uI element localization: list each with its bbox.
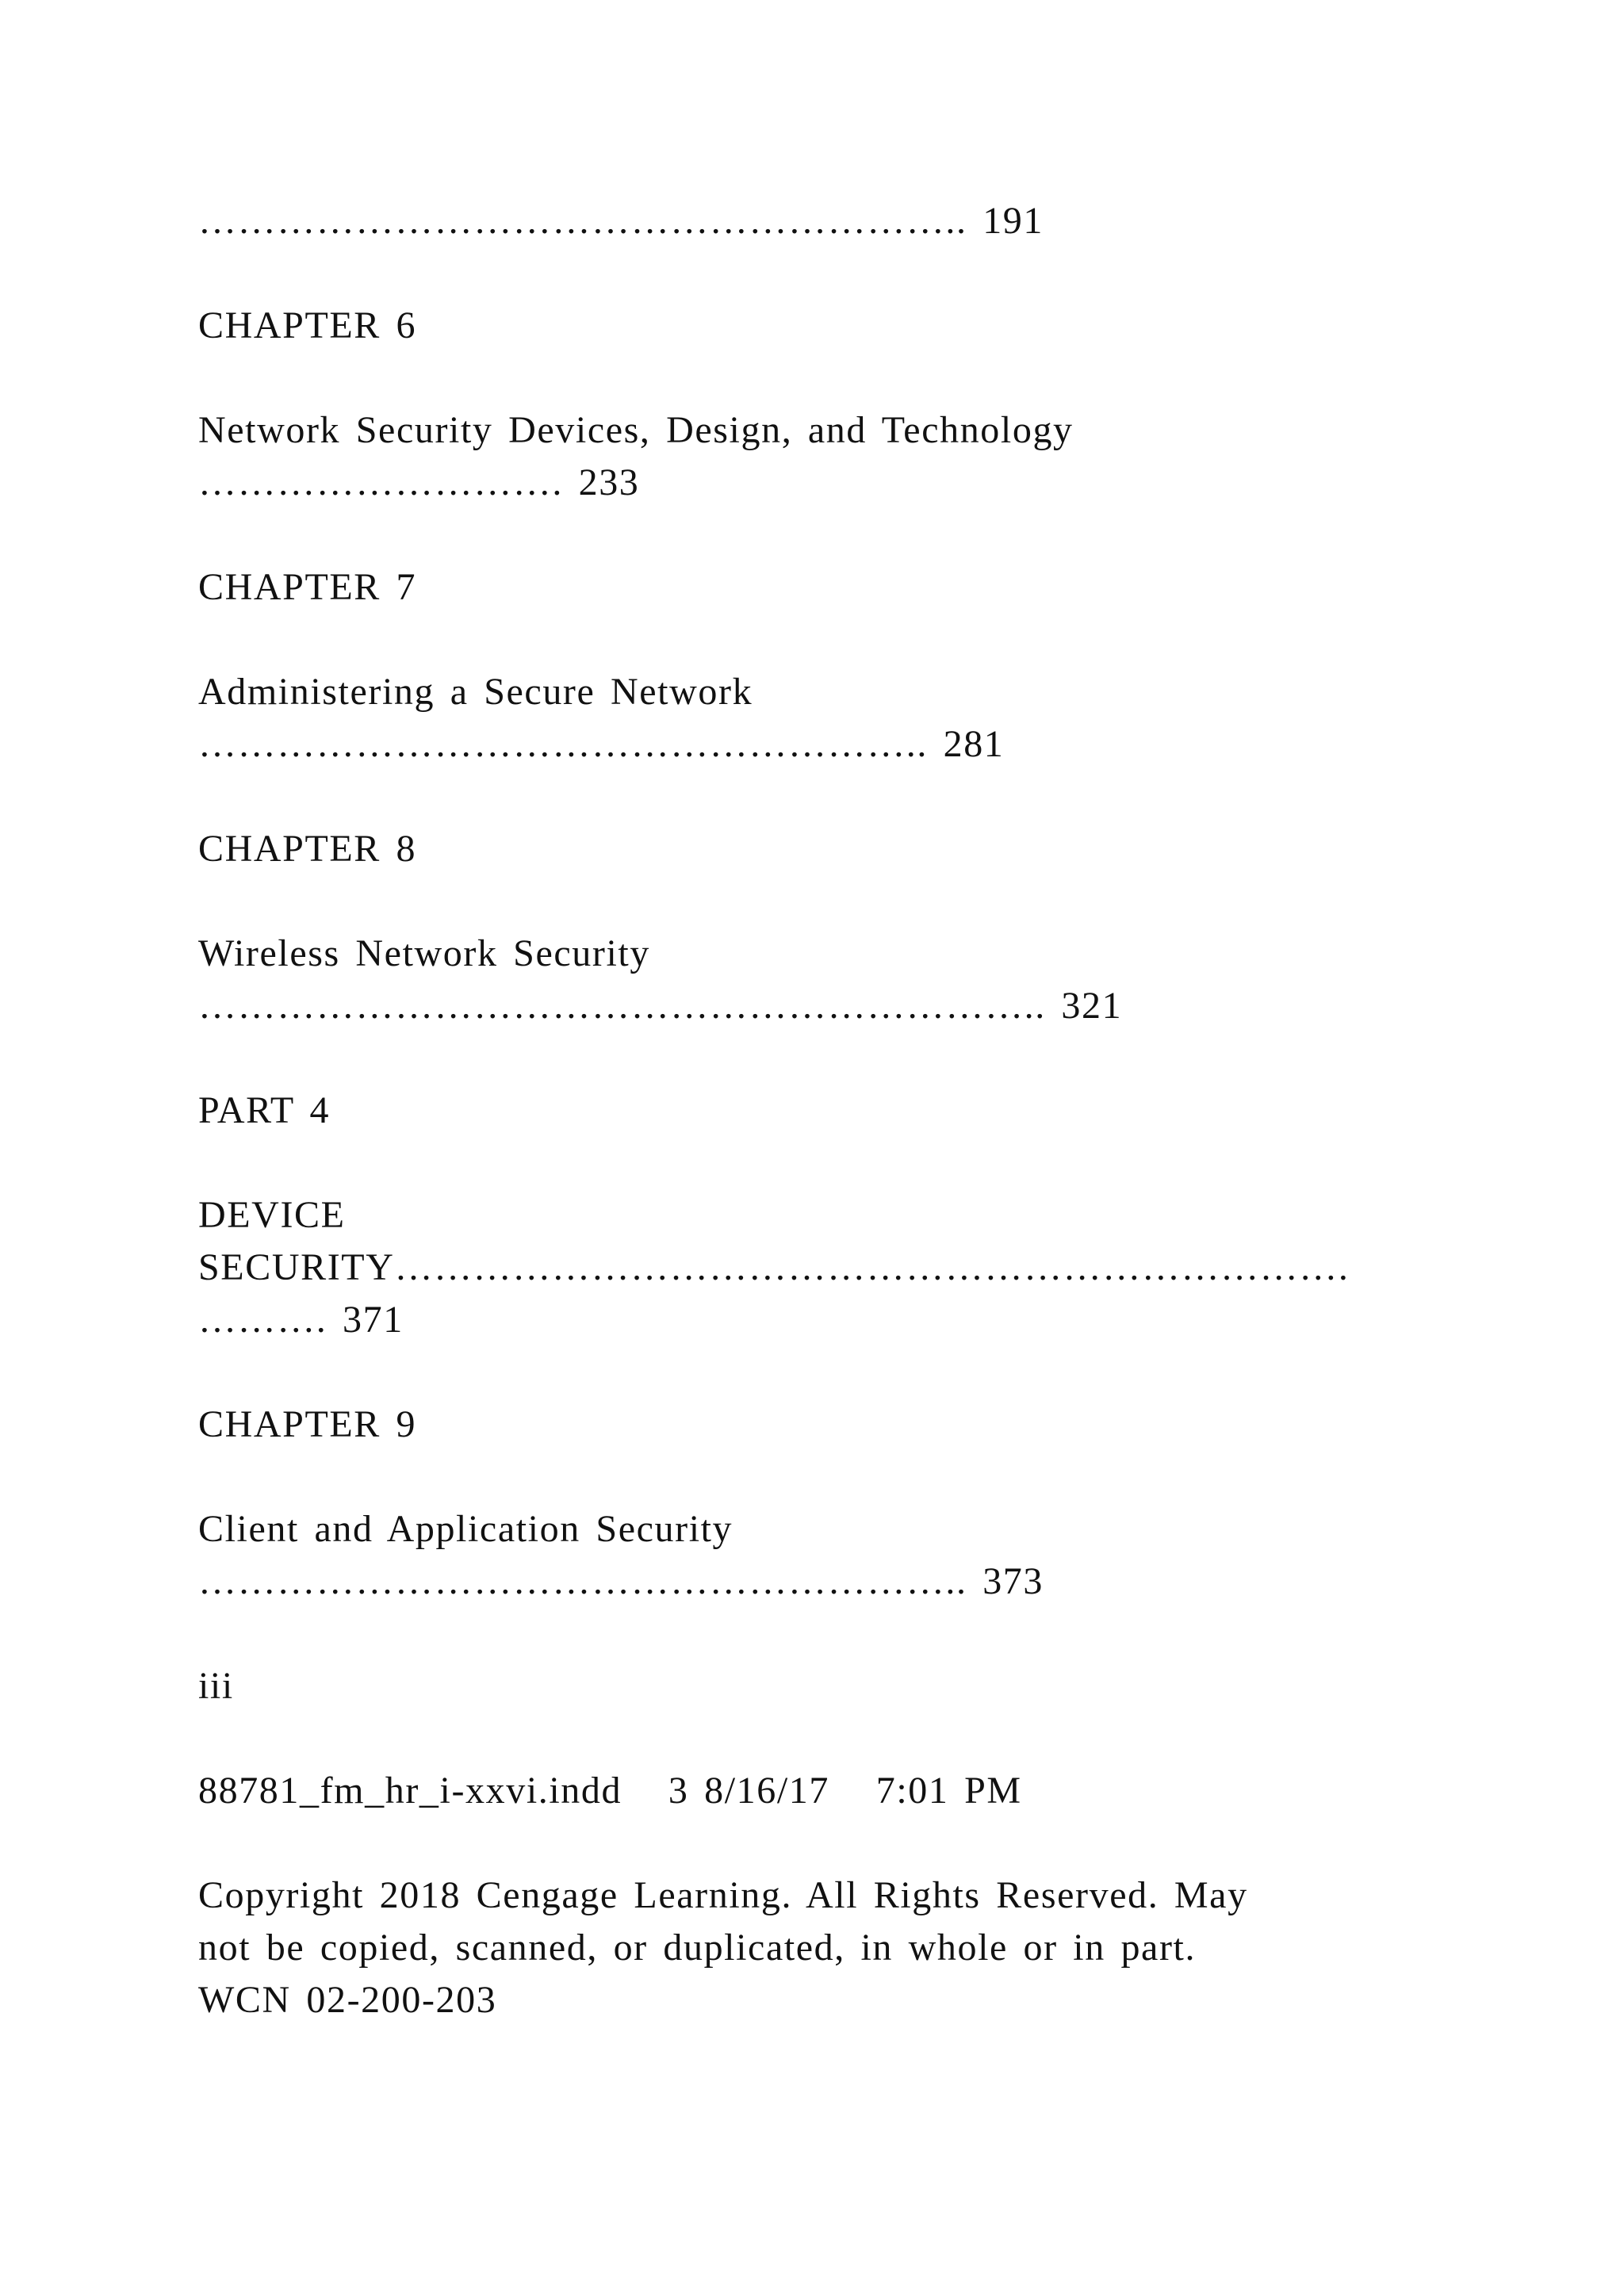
- toc-leader-321: ……………………………………………………….. 321: [198, 985, 1123, 1027]
- chapter-6-title: Network Security Devices, Design, and Technology: [198, 409, 1074, 451]
- toc-leader-371: ………. 371: [198, 1299, 404, 1341]
- chapter-6-label: CHAPTER 6: [198, 304, 417, 346]
- chapter-9-label: CHAPTER 9: [198, 1403, 417, 1445]
- chapter-8-label: CHAPTER 8: [198, 828, 417, 870]
- document-page: [198, 0, 1467, 2296]
- chapter-7-title: Administering a Secure Network: [198, 671, 753, 713]
- chapter-8-title: Wireless Network Security: [198, 932, 650, 974]
- toc-leader-191: ………………………………………………….. 191: [198, 200, 1044, 242]
- chapter-9-title: Client and Application Security: [198, 1508, 733, 1550]
- chapter-7-label: CHAPTER 7: [198, 566, 417, 608]
- part-4-label: PART 4: [198, 1089, 331, 1131]
- part-4-title-line-2: SECURITY……………………………………………………………….: [198, 1246, 1350, 1288]
- toc-leader-233: ………………………. 233: [198, 461, 640, 503]
- file-slug: 88781_fm_hr_i-xxvi.indd 3 8/16/17 7:01 PM: [198, 1770, 1022, 1812]
- page-number: iii: [198, 1665, 234, 1707]
- toc-leader-281: ……………………………………………….. 281: [198, 723, 1005, 765]
- toc-leader-373: ………………………………………………….. 373: [198, 1560, 1044, 1602]
- part-4-title-line-1: DEVICE: [198, 1194, 346, 1236]
- copyright-line-2: not be copied, scanned, or duplicated, in whole or in part.: [198, 1927, 1197, 1969]
- copyright-line-3: WCN 02-200-203: [198, 1979, 497, 2021]
- copyright-line-1: Copyright 2018 Cengage Learning. All Rights Reserved. May: [198, 1874, 1248, 1916]
